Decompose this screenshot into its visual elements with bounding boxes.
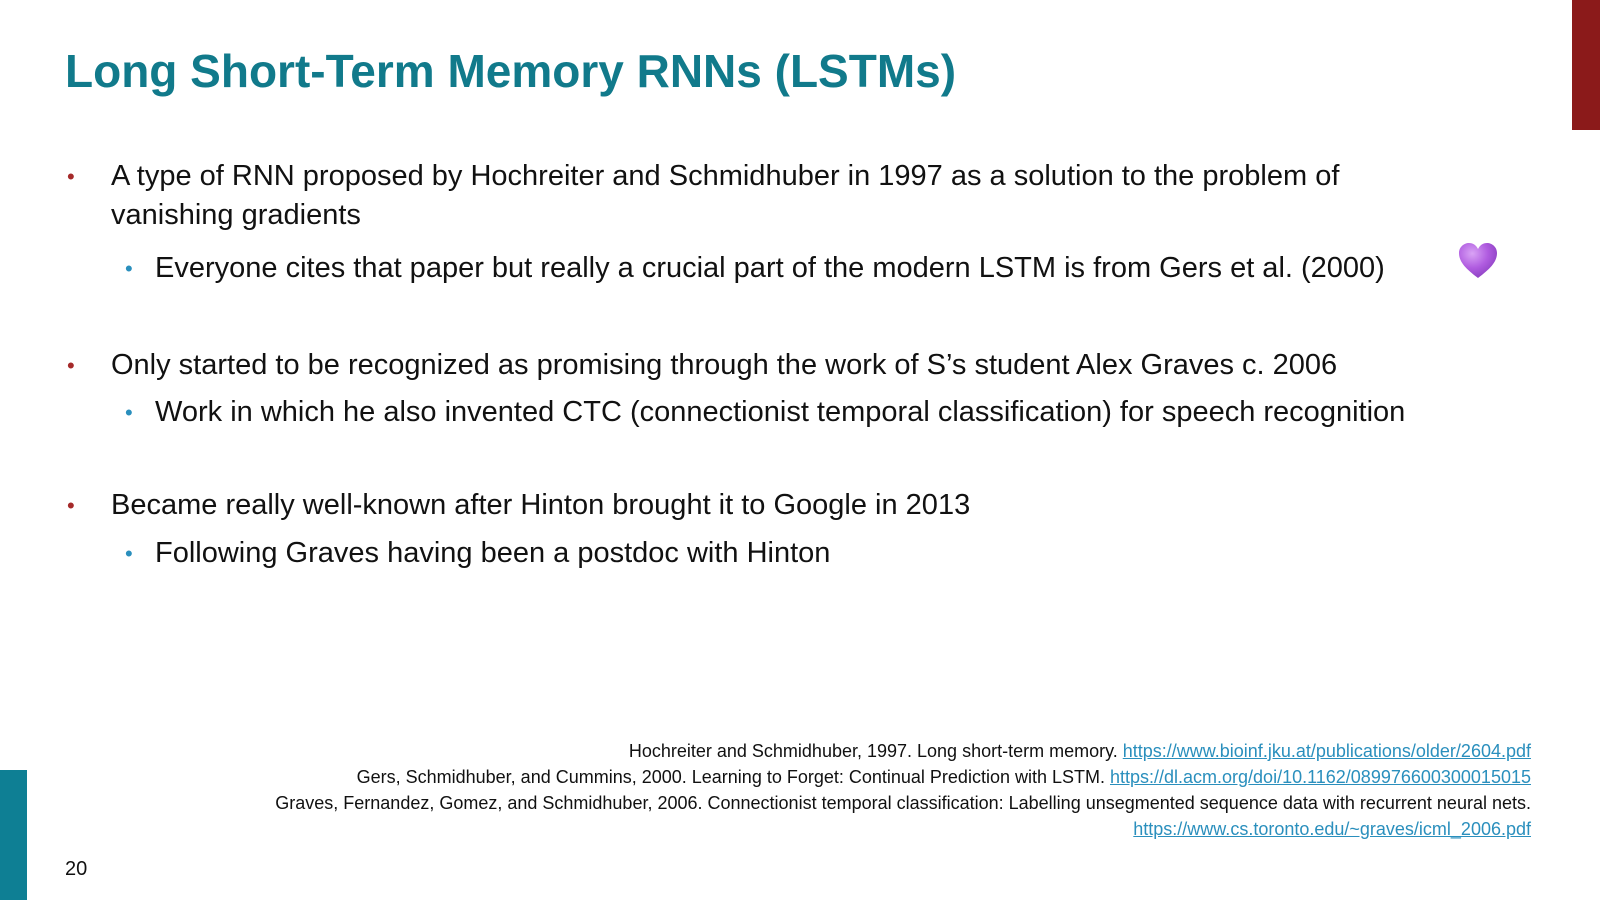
top-right-accent-bar xyxy=(1572,0,1600,130)
reference-line xyxy=(275,764,1531,790)
sub-bullet-marker: • xyxy=(125,256,133,281)
sub-bullet-marker: • xyxy=(125,400,133,425)
reference-text: Hochreiter and Schmidhuber, 1997. Long short-term memory. xyxy=(628,741,1123,761)
sub-bullet-text: Following Graves having been a postdoc with Hinton xyxy=(155,537,831,569)
bottom-left-accent-bar xyxy=(0,770,27,900)
bullet-text: A type of RNN proposed by Hochreiter and Schmidhuber in 1997 as a solution to the problem of vanishing gradients xyxy=(111,160,1340,231)
reference-line xyxy=(275,738,1531,764)
sub-bullet-item xyxy=(125,249,1455,288)
bullet-item xyxy=(67,157,1431,235)
bullet-text: Only started to be recognized as promising through the work of S’s student Alex Graves c. 2006 xyxy=(111,349,1338,381)
reference-link[interactable]: https://www.bioinf.jku.at/publications/older/2604.pdf xyxy=(1122,741,1531,761)
reference-line xyxy=(275,790,1531,816)
sub-bullet-text: Everyone cites that paper but really a crucial part of the modern LSTM is from Gers et al. (2000) xyxy=(155,252,1385,284)
slide-title: Long Short-Term Memory RNNs (LSTMs) xyxy=(65,45,957,97)
bullet-item xyxy=(67,346,1431,385)
sub-bullet-item xyxy=(125,393,1455,432)
reference-link[interactable]: https://dl.acm.org/doi/10.1162/089976600300015015 xyxy=(1109,767,1531,787)
bullet-marker: • xyxy=(67,353,75,378)
purple-heart-icon xyxy=(1458,242,1498,285)
bullet-marker: • xyxy=(67,164,75,189)
bullet-item xyxy=(67,486,1431,525)
sub-bullet-marker: • xyxy=(125,541,133,566)
references xyxy=(275,738,1531,842)
reference-text: Graves, Fernandez, Gomez, and Schmidhuber, 2006. Connectionist temporal classification: Labelling unsegmented sequence data with recurrent neural nets. xyxy=(275,793,1531,813)
bullet-text: Became really well-known after Hinton brought it to Google in 2013 xyxy=(111,489,971,521)
page-number: 20 xyxy=(65,858,88,880)
sub-bullet-text: Work in which he also invented CTC (connectionist temporal classification) for speech recognition xyxy=(155,396,1406,428)
reference-link[interactable]: https://www.cs.toronto.edu/~graves/icml_2006.pdf xyxy=(1133,819,1531,839)
reference-line xyxy=(275,816,1531,842)
sub-bullet-item xyxy=(125,534,1455,573)
reference-text: Gers, Schmidhuber, and Cummins, 2000. Learning to Forget: Continual Prediction with LSTM. xyxy=(356,767,1110,787)
bullet-marker: • xyxy=(67,493,75,518)
